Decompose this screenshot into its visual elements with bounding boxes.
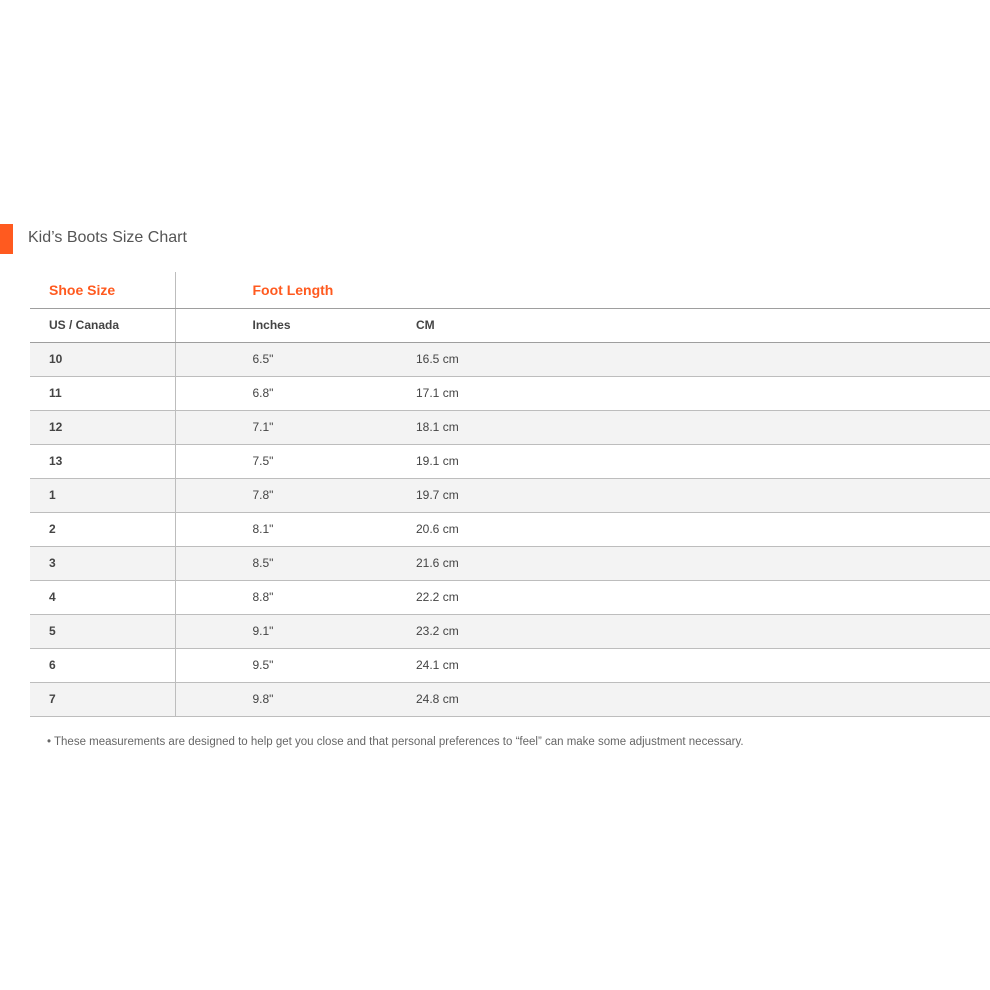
- measurement-footnote: • These measurements are designed to help get you close and that personal preferences to “feel” can make some adjustment necessary.: [47, 736, 744, 748]
- inches-cell: 7.1": [175, 410, 416, 444]
- cm-cell: 24.8 cm: [416, 682, 990, 716]
- title-accent-bar: [0, 224, 13, 254]
- inches-header: Inches: [175, 308, 416, 342]
- cm-cell: 19.1 cm: [416, 444, 990, 478]
- inches-cell: 6.8": [175, 376, 416, 410]
- inches-cell: 7.8": [175, 478, 416, 512]
- cm-cell: 16.5 cm: [416, 342, 990, 376]
- cm-cell: 17.1 cm: [416, 376, 990, 410]
- shoe-size-cell: 4: [30, 580, 175, 614]
- inches-cell: 9.5": [175, 648, 416, 682]
- inches-cell: 8.1": [175, 512, 416, 546]
- table-row: [30, 580, 990, 614]
- table-row: [30, 546, 990, 580]
- shoe-size-cell: 13: [30, 444, 175, 478]
- cm-cell: 18.1 cm: [416, 410, 990, 444]
- cm-cell: 22.2 cm: [416, 580, 990, 614]
- shoe-size-cell: 5: [30, 614, 175, 648]
- table-row: [30, 614, 990, 648]
- table-row: [30, 444, 990, 478]
- shoe-size-cell: 6: [30, 648, 175, 682]
- inches-cell: 8.8": [175, 580, 416, 614]
- size-chart-table: [30, 272, 990, 717]
- page-title: Kid’s Boots Size Chart: [28, 229, 187, 246]
- inches-cell: 8.5": [175, 546, 416, 580]
- table-row: [30, 512, 990, 546]
- header-spacer: [416, 272, 990, 308]
- cm-cell: 21.6 cm: [416, 546, 990, 580]
- cm-cell: 23.2 cm: [416, 614, 990, 648]
- table-row: [30, 410, 990, 444]
- cm-cell: 19.7 cm: [416, 478, 990, 512]
- table-row: [30, 342, 990, 376]
- inches-cell: 7.5": [175, 444, 416, 478]
- foot-length-header: Foot Length: [175, 272, 416, 308]
- shoe-size-cell: 3: [30, 546, 175, 580]
- shoe-size-cell: 12: [30, 410, 175, 444]
- shoe-size-cell: 2: [30, 512, 175, 546]
- table-sub-header-row: [30, 308, 990, 342]
- table-row: [30, 376, 990, 410]
- shoe-size-cell: 1: [30, 478, 175, 512]
- shoe-size-header: Shoe Size: [30, 272, 175, 308]
- inches-cell: 6.5": [175, 342, 416, 376]
- shoe-size-cell: 10: [30, 342, 175, 376]
- shoe-size-cell: 11: [30, 376, 175, 410]
- cm-cell: 20.6 cm: [416, 512, 990, 546]
- table-row: [30, 682, 990, 716]
- table-row: [30, 648, 990, 682]
- inches-cell: 9.8": [175, 682, 416, 716]
- us-canada-header: US / Canada: [30, 308, 175, 342]
- shoe-size-cell: 7: [30, 682, 175, 716]
- cm-cell: 24.1 cm: [416, 648, 990, 682]
- cm-header: CM: [416, 308, 990, 342]
- inches-cell: 9.1": [175, 614, 416, 648]
- table-row: [30, 478, 990, 512]
- table-group-header-row: [30, 272, 990, 308]
